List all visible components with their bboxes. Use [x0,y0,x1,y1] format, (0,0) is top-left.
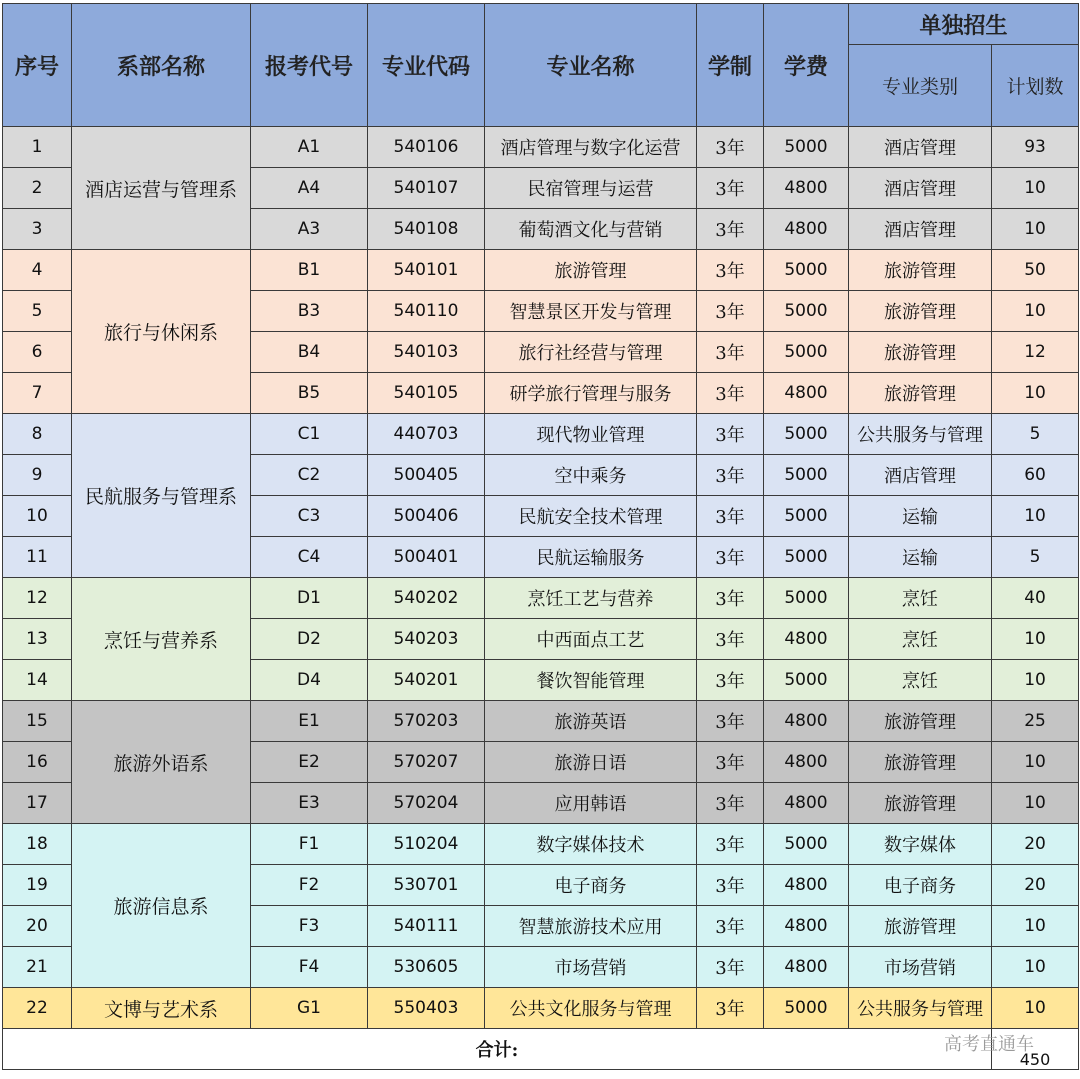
cell-exam-code: B1 [251,250,368,291]
cell-exam-code: A3 [251,209,368,250]
cell-plan: 20 [992,865,1079,906]
cell-duration: 3年 [697,947,764,988]
cell-major-name: 旅行社经营与管理 [485,332,697,373]
cell-plan: 40 [992,578,1079,619]
cell-seq: 5 [3,291,72,332]
cell-exam-code: B3 [251,291,368,332]
cell-major-name: 中西面点工艺 [485,619,697,660]
cell-exam-code: E1 [251,701,368,742]
header-category: 专业类别 [849,45,992,127]
header-seq: 序号 [3,4,72,127]
cell-plan: 10 [992,209,1079,250]
cell-major-name: 市场营销 [485,947,697,988]
cell-seq: 14 [3,660,72,701]
cell-duration: 3年 [697,578,764,619]
cell-duration: 3年 [697,291,764,332]
header-duration: 学制 [697,4,764,127]
cell-major-code: 550403 [368,988,485,1029]
cell-dept-cook: 烹饪与营养系 [72,578,251,701]
cell-seq: 3 [3,209,72,250]
cell-duration: 3年 [697,742,764,783]
cell-category: 数字媒体 [849,824,992,865]
cell-plan: 10 [992,742,1079,783]
cell-category: 运输 [849,496,992,537]
cell-category: 旅游管理 [849,373,992,414]
cell-category: 公共服务与管理 [849,988,992,1029]
cell-duration: 3年 [697,373,764,414]
cell-fee: 5000 [764,660,849,701]
table-body [3,127,1079,1029]
cell-fee: 4800 [764,168,849,209]
cell-category: 旅游管理 [849,701,992,742]
cell-fee: 5000 [764,537,849,578]
cell-exam-code: G1 [251,988,368,1029]
cell-major-name: 公共文化服务与管理 [485,988,697,1029]
cell-seq: 4 [3,250,72,291]
cell-seq: 7 [3,373,72,414]
cell-major-code: 510204 [368,824,485,865]
cell-plan: 25 [992,701,1079,742]
header-plan: 计划数 [992,45,1079,127]
cell-duration: 3年 [697,209,764,250]
cell-major-code: 540201 [368,660,485,701]
table-row [3,701,1079,742]
cell-plan: 10 [992,988,1079,1029]
cell-seq: 16 [3,742,72,783]
cell-seq: 8 [3,414,72,455]
cell-fee: 5000 [764,578,849,619]
cell-category: 酒店管理 [849,168,992,209]
cell-fee: 5000 [764,988,849,1029]
cell-major-code: 500401 [368,537,485,578]
cell-duration: 3年 [697,783,764,824]
cell-seq: 13 [3,619,72,660]
cell-plan: 5 [992,414,1079,455]
cell-seq: 9 [3,455,72,496]
cell-duration: 3年 [697,414,764,455]
cell-fee: 5000 [764,496,849,537]
cell-plan: 10 [992,619,1079,660]
cell-fee: 5000 [764,127,849,168]
cell-fee: 4800 [764,701,849,742]
cell-plan: 20 [992,824,1079,865]
cell-duration: 3年 [697,250,764,291]
cell-category: 烹饪 [849,619,992,660]
cell-dept-travel: 旅行与休闲系 [72,250,251,414]
cell-major-code: 500406 [368,496,485,537]
cell-seq: 1 [3,127,72,168]
cell-major-name: 旅游管理 [485,250,697,291]
cell-major-name: 旅游英语 [485,701,697,742]
cell-major-code: 540203 [368,619,485,660]
cell-category: 市场营销 [849,947,992,988]
cell-major-code: 530701 [368,865,485,906]
cell-fee: 4800 [764,783,849,824]
cell-exam-code: F2 [251,865,368,906]
cell-dept-lang: 旅游外语系 [72,701,251,824]
cell-major-name: 民航运输服务 [485,537,697,578]
table-row [3,578,1079,619]
cell-major-code: 500405 [368,455,485,496]
cell-major-code: 540110 [368,291,485,332]
cell-duration: 3年 [697,988,764,1029]
cell-duration: 3年 [697,701,764,742]
cell-category: 旅游管理 [849,906,992,947]
cell-duration: 3年 [697,619,764,660]
cell-major-code: 570207 [368,742,485,783]
header-dept: 系部名称 [72,4,251,127]
table-row [3,414,1079,455]
cell-fee: 5000 [764,455,849,496]
cell-major-name: 智慧景区开发与管理 [485,291,697,332]
header-exam-code: 报考代号 [251,4,368,127]
cell-seq: 21 [3,947,72,988]
cell-fee: 4800 [764,865,849,906]
cell-exam-code: D2 [251,619,368,660]
cell-duration: 3年 [697,455,764,496]
cell-plan: 10 [992,496,1079,537]
cell-exam-code: D1 [251,578,368,619]
cell-duration: 3年 [697,127,764,168]
header-major-code: 专业代码 [368,4,485,127]
cell-category: 酒店管理 [849,455,992,496]
cell-seq: 18 [3,824,72,865]
cell-duration: 3年 [697,865,764,906]
cell-exam-code: A4 [251,168,368,209]
cell-fee: 5000 [764,414,849,455]
cell-exam-code: C1 [251,414,368,455]
cell-category: 酒店管理 [849,127,992,168]
cell-plan: 50 [992,250,1079,291]
cell-exam-code: B4 [251,332,368,373]
cell-fee: 4800 [764,209,849,250]
cell-seq: 10 [3,496,72,537]
cell-major-name: 餐饮智能管理 [485,660,697,701]
cell-fee: 4800 [764,906,849,947]
cell-category: 旅游管理 [849,742,992,783]
cell-plan: 93 [992,127,1079,168]
cell-major-code: 540202 [368,578,485,619]
table-row [3,988,1079,1029]
total-label: 合计: [3,1029,992,1070]
cell-plan: 10 [992,291,1079,332]
cell-major-code: 570204 [368,783,485,824]
cell-fee: 4800 [764,373,849,414]
cell-duration: 3年 [697,660,764,701]
cell-major-code: 540106 [368,127,485,168]
cell-exam-code: B5 [251,373,368,414]
header-group-single-enrollment: 单独招生 [849,4,1079,45]
cell-seq: 22 [3,988,72,1029]
cell-major-code: 540103 [368,332,485,373]
cell-exam-code: C4 [251,537,368,578]
cell-exam-code: D4 [251,660,368,701]
cell-category: 酒店管理 [849,209,992,250]
cell-major-code: 570203 [368,701,485,742]
cell-major-code: 530605 [368,947,485,988]
cell-plan: 10 [992,783,1079,824]
cell-major-name: 空中乘务 [485,455,697,496]
cell-major-code: 540105 [368,373,485,414]
cell-dept-air: 民航服务与管理系 [72,414,251,578]
cell-dept-art: 文博与艺术系 [72,988,251,1029]
cell-exam-code: F3 [251,906,368,947]
header-fee: 学费 [764,4,849,127]
cell-exam-code: C3 [251,496,368,537]
cell-duration: 3年 [697,824,764,865]
cell-seq: 15 [3,701,72,742]
cell-plan: 10 [992,660,1079,701]
cell-major-name: 现代物业管理 [485,414,697,455]
cell-major-name: 研学旅行管理与服务 [485,373,697,414]
cell-dept-hotel: 酒店运营与管理系 [72,127,251,250]
total-value: 450 [992,1029,1079,1070]
cell-fee: 4800 [764,947,849,988]
table-row [3,250,1079,291]
table-row [3,127,1079,168]
cell-major-code: 540107 [368,168,485,209]
cell-dept-info: 旅游信息系 [72,824,251,988]
cell-major-name: 智慧旅游技术应用 [485,906,697,947]
watermark: 高考直通车 [944,1034,1034,1055]
enrollment-table [2,3,1079,1070]
cell-plan: 10 [992,906,1079,947]
cell-seq: 19 [3,865,72,906]
cell-category: 运输 [849,537,992,578]
cell-category: 烹饪 [849,660,992,701]
cell-exam-code: C2 [251,455,368,496]
cell-seq: 20 [3,906,72,947]
cell-category: 旅游管理 [849,783,992,824]
cell-exam-code: A1 [251,127,368,168]
cell-major-name: 旅游日语 [485,742,697,783]
cell-plan: 5 [992,537,1079,578]
cell-major-name: 民宿管理与运营 [485,168,697,209]
cell-category: 旅游管理 [849,291,992,332]
cell-seq: 12 [3,578,72,619]
cell-category: 烹饪 [849,578,992,619]
table-row [3,824,1079,865]
cell-duration: 3年 [697,537,764,578]
cell-fee: 5000 [764,824,849,865]
cell-category: 旅游管理 [849,250,992,291]
cell-fee: 5000 [764,332,849,373]
cell-seq: 6 [3,332,72,373]
cell-duration: 3年 [697,332,764,373]
cell-category: 旅游管理 [849,332,992,373]
cell-major-code: 440703 [368,414,485,455]
cell-category: 公共服务与管理 [849,414,992,455]
cell-major-name: 烹饪工艺与营养 [485,578,697,619]
cell-major-name: 应用韩语 [485,783,697,824]
cell-major-code: 540111 [368,906,485,947]
cell-plan: 10 [992,947,1079,988]
cell-category: 电子商务 [849,865,992,906]
cell-seq: 11 [3,537,72,578]
cell-exam-code: E3 [251,783,368,824]
cell-major-code: 540108 [368,209,485,250]
cell-plan: 60 [992,455,1079,496]
cell-duration: 3年 [697,168,764,209]
cell-fee: 4800 [764,742,849,783]
cell-exam-code: F1 [251,824,368,865]
cell-major-name: 电子商务 [485,865,697,906]
cell-duration: 3年 [697,906,764,947]
cell-major-code: 540101 [368,250,485,291]
cell-fee: 4800 [764,619,849,660]
cell-major-name: 酒店管理与数字化运营 [485,127,697,168]
cell-plan: 12 [992,332,1079,373]
cell-duration: 3年 [697,496,764,537]
cell-exam-code: F4 [251,947,368,988]
total-row [3,1029,1079,1070]
cell-fee: 5000 [764,291,849,332]
cell-plan: 10 [992,373,1079,414]
header-major-name: 专业名称 [485,4,697,127]
cell-seq: 17 [3,783,72,824]
cell-plan: 10 [992,168,1079,209]
cell-seq: 2 [3,168,72,209]
cell-major-name: 数字媒体技术 [485,824,697,865]
cell-major-name: 葡萄酒文化与营销 [485,209,697,250]
cell-major-name: 民航安全技术管理 [485,496,697,537]
cell-exam-code: E2 [251,742,368,783]
cell-fee: 5000 [764,250,849,291]
